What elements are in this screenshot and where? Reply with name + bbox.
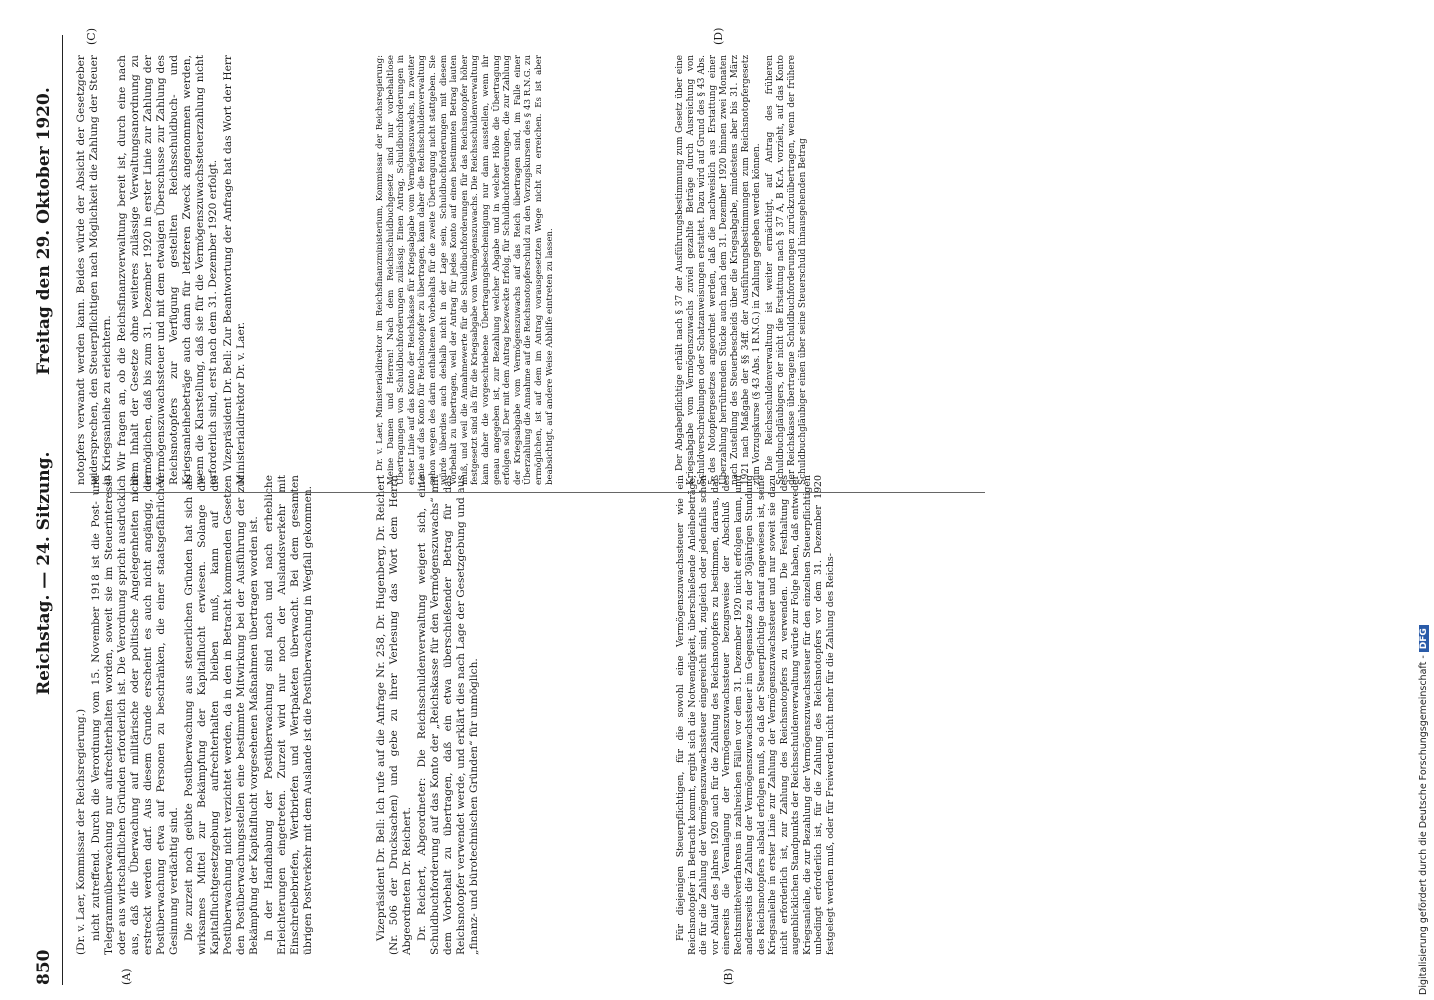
paragraph: Dr. v. Laer, Ministerialdirektor im Reichsfinanzministerium, Kommissar der Reichsregierung: Meine Damen und Herren! Nach dem Reichsschuldbuchgesetz sind nur vorbehaltlose Übertragungen von Schuldbuchforderungen zulässig. Einen Antrag, Schuldbuchforderungen in erster Linie auf das Konto der Reichskasse für Kriegsabgabe vom Vermögenszuwachs, in zweiter Linie auf das Konto für Reichsnotopfer zu übertragen, kann daher die Reichsschuldenverwaltung schon wegen des darin enthaltenen Vorbehalts für die zweite Übertragung nicht stattgeben. Sie würde überdies auch deshalb nicht in der Lage sein, Schuldbuchforderungen mit diesem Vorbehalt zu übertragen, weil der Antrag für jedes Konto auf einen bestimmten Betrag lauten muß, und weil die Annahmewerte für die Schuldbuchforderungen für das Reichsnotopfer höher festgesetzt sind als für die Kriegsabgabe vom Vermögenszuwachs. Die Reichsschuldenverwaltung kann daher die vorgeschriebene Übertragungsbescheinigung nur dann ausstellen, wenn ihr genau angegeben ist, zur Bezahlung welcher Abgabe und in welcher Höhe die Übertragung erfolgen soll. Der mit dem Antrag bezweckte Erfolg, für Schuldbuchforderungen, die zur Zahlung der Kriegsabgabe vom Vermögenszuwachs auf das Reich übertragen sind, im Falle einer Überzahlung die Annahme auf die Reichsnotopferschuld zu den Vorzugskursen des § 43 R.N.G. zu ermöglichen, ist auf dem im Antrag vorausgesetzten Wege nicht zu erreichen. Es ist aber beabsichtigt, auf andere Weise Abhilfe eintreten zu lassen. xyxy=(375,55,555,485)
text-column-right xyxy=(75,55,375,485)
paragraph: Vizepräsident Dr. Bell: Zur Beantwortung der Anfrage hat das Wort der Herr Ministerialdirektor Dr. v. Laer. xyxy=(222,55,247,485)
paragraph: Dr. Reichert, Abgeordneter: Die Reichsschuldenverwaltung weigert sich, eine Schuldbuchforderung auf das Konto der „Reichskasse für den Vermögenszuwachs“ mit dem Vorbehalt zu übertragen, daß ein etwa überschießender Betrag für das Reichsnotopfer verwendet werde, und erklärt dies nach Lage der Gesetzgebung und aus „finanz- und bürotechnischen Gründen“ für unmöglich. xyxy=(416,475,480,955)
paragraph: Wir fragen an, ob die Reichsfinanzverwaltung bereit ist, durch eine nach dem Inhalt der Gesetze ohne weiteres zulässige Verwaltungsanordnung zu ermöglichen, daß bis zum 31. Dezember 1920 in erster Linie zur Zahlung der Vermögenszuwachssteuer und mit dem etwaigen Überschusse zur Zahlung des Reichsnotopfers zur Verfügung gestellten Reichsschuldbuch- und Kriegsanleihebeträge auch dann für letzteren Zweck angenommen werden, wenn die Klarstellung, daß sie für die Vermögenszuwachssteuerzahlung nicht erforderlich sind, erst nach dem 31. Dezember 1920 erfolgt. xyxy=(116,55,219,485)
digitization-note xyxy=(1418,5,1429,995)
header-rule xyxy=(62,35,63,985)
dfg-logo: DFG xyxy=(1419,625,1429,652)
digitization-text: Digitalisierung gefördert durch die Deutsche Forschungsgemeinschaft - xyxy=(1418,655,1429,995)
text-column-right-lower xyxy=(375,55,675,485)
text-column-left-continued xyxy=(675,475,975,955)
paragraph: nicht zutreffend. Durch die Verordnung vom 15. November 1918 ist die Post- und Telegrammüberwachung nur aufrechterhalten worden, soweit sie im Steuerinteresse oder aus wirtschaftlichen Gründen erforderlich ist. Die Verordnung spricht ausdrücklich aus, daß die Überwachung auf militärische oder politische Angelegenheiten nicht erstreckt werden darf. Aus diesem Grunde erscheint es auch nicht angängig, die Postüberwachung etwa auf Personen zu beschränken, die einer staatsgefährlichen Gesinnung verdächtig sind. xyxy=(90,475,180,955)
paragraph: Die zurzeit noch geübte Postüberwachung aus steuerlichen Gründen hat sich als wirksames Mittel zur Bekämpfung der Kapitalflucht erwiesen. Solange die Kapitalfluchtgesetzgebung aufrechterhalten bleiben muß, kann auf die Postüberwachung nicht verzichtet werden, da in den in Betracht kommenden Gesetzen den Postüberwachungsstellen eine bestimmte Mitwirkung bei der Ausführung der zur Bekämpfung der Kapitalflucht vorgesehenen Maßnahmen übertragen worden ist. xyxy=(183,475,260,955)
speaker-note: (Dr. v. Laer, Kommissar der Reichsregierung.) xyxy=(75,708,87,955)
paragraph: notopfers verwandt werden kann. Beides würde der Absicht der Gesetzgeber widersprechen, den Steuerpflichtigen nach Möglichkeit die Zahlung der Steuer in Kriegsanleihe zu erleichtern. xyxy=(75,55,113,485)
text-column-left-lower xyxy=(375,475,675,955)
column-divider xyxy=(70,492,985,493)
session-title: Reichstag. — 24. Sitzung. xyxy=(34,451,54,695)
margin-marker-d: (D) xyxy=(712,27,725,45)
text-column-left xyxy=(75,475,375,955)
margin-marker-a: (A) xyxy=(120,968,133,985)
margin-marker-b: (B) xyxy=(722,968,735,985)
margin-marker-c: (C) xyxy=(85,28,98,45)
paragraph: Der Abgabepflichtige erhält nach § 37 der Ausführungsbestimmung zum Gesetz über eine Kriegsabgabe vom Vermögenszuwachs zuviel gezahlte Beträge durch Ausreichung von Schuldverschreibungen oder Schatzanweisungen erstattet. Dazu wird auf Grund des § 43 Abs. 5 des Notopfergesetzes angeordnet werden, daß die nachweislich aus Erstattung einer Überzahlung herrührenden Stücke auch nach dem 31. Dezember 1920 binnen zwei Monaten nach Zustellung des Steuerbescheids über die Kriegsabgabe, mindestens aber bis 31. März 1921 nach Maßgabe der §§ 34ff. der Ausführungsbestimmungen zum Reichsnotopfergesetz zum Vorzugskurse (§ 43 Abs. 1 R.N.G.) in Zahlung gegeben werden können. xyxy=(675,55,762,485)
running-header xyxy=(30,35,70,985)
paragraph: Vizepräsident Dr. Bell: Ich rufe auf die Anfrage Nr. 258, Dr. Hugenberg, Dr. Reichert (Nr. 506 der Drucksachen) und gebe zu ihrer Verlesung das Wort dem Herrn Abgeordneten Dr. Reichert. xyxy=(375,475,413,955)
text-column-right-continued xyxy=(675,55,975,485)
page-number: 850 xyxy=(34,949,54,985)
paragraph: Die Reichsschuldenverwaltung ist weiter ermächtigt, auf Antrag des früheren Schuldbuchgläubigers, der nicht die Erstattung nach § 37 A, B Kr.A. vorzieht, auf das Konto der Reichskasse übertragene Schuldbuchforderungen zurückzuübertragen, wenn der frühere Schuldbuchgläubiger einen über seine Steuerschuld hinausgehenden Betrag xyxy=(765,55,808,485)
session-date: Freitag den 29. Oktober 1920. xyxy=(34,87,54,375)
paragraph: Für diejenigen Steuerpflichtigen, für die sowohl eine Vermögenszuwachssteuer wie ein Reichsnotopfer in Betracht kommt, ergibt sich die Notwendigkeit, überschießende Anleihebeträge, die für die Zahlung der Vermögenszuwachssteuer eingereicht sind, zugleich oder jedenfalls schon vor Ablauf des Jahres 1920 auch für die Zahlung des Reichsnotopfers zu bestimmen, daraus, daß einerseits die Veranlagung der Vermögenszuwachssteuer bezugsweise der Abschluß des Rechtsmittelverfahrens in zahlreichen Fällen vor dem 31. Dezember 1920 nicht erfolgen kann, und andererseits die Zahlung der Vermögenszuwachssteuer im Gegensatze zu der 30jährigen Stundung des Reichsnotopfers alsbald erfolgen muß, so daß der Steuerpflichtige darauf angewiesen ist, seine Kriegsanleihe in erster Linie zur Zahlung der Vermögenszuwachssteuer und nur soweit sie dazu nicht erforderlich ist, zur Zahlung des Reichsnotopfers zu verwenden. Die Festhaltung des augenblicklichen Standpunkts der Reichsschuldenverwaltung würde zur Folge haben, daß entweder Kriegsanleihe, die zur Bezahlung der Vermögenszuwachssteuer für den einzelnen Steuerpflichtigen unbedingt erforderlich ist, für die Zahlung des Reichsnotopfers vor dem 31. Dezember 1920 festgelegt werden muß, oder für Freiwerden nicht mehr für die Zahlung des Reichs- xyxy=(675,475,836,955)
paragraph: In der Handhabung der Postüberwachung sind nach und nach erhebliche Erleichterungen eingetreten. Zurzeit wird nur noch der Auslandsverkehr mit Einschreibebriefen, Wertbriefen und Wertpaketen überwacht. Bei dem gesamten übrigen Postverkehr mit dem Auslande ist die Postüberwachung in Wegfall gekommen. xyxy=(263,475,314,955)
